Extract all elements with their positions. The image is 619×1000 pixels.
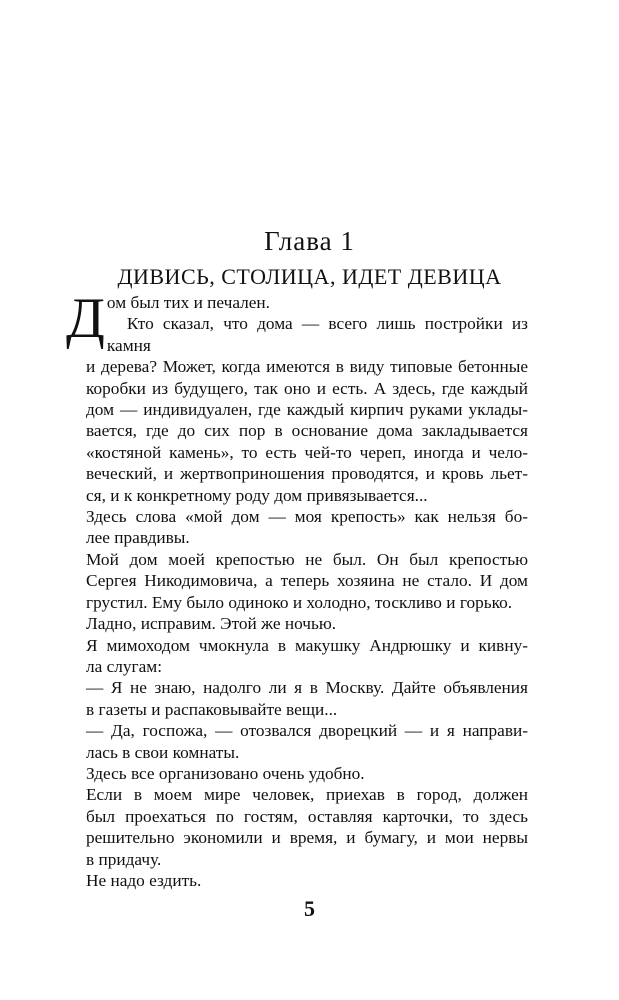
text-line: Здесь слова «мой дом — моя крепость» как нельзя бо- — [86, 507, 528, 527]
paragraph — [66, 870, 528, 891]
text-line: Кто сказал, что дома — всего лишь постройки из камня — [106, 314, 528, 355]
paragraph — [66, 784, 528, 870]
text-line: ла слугам: — [86, 656, 163, 676]
text-line: Ладно, исправим. Этой же ночью. — [86, 614, 337, 634]
text-line: грустил. Ему было одиноко и холодно, тоскливо и горько. — [86, 592, 513, 612]
paragraph — [66, 677, 528, 720]
text-line: в придачу. — [86, 849, 162, 869]
paragraph — [66, 506, 528, 549]
text-line: лась в свои комнаты. — [86, 742, 240, 762]
text-line: «костяной камень», то есть чей-то череп, иногда и чело- — [86, 442, 528, 462]
chapter-title: ДИВИСЬ, СТОЛИЦА, ИДЕТ ДЕВИЦА — [117, 264, 502, 289]
paragraph — [66, 763, 528, 784]
text-line: лее правдивы. — [86, 528, 190, 548]
text-line: в газеты и распаковывайте вещи... — [86, 699, 338, 719]
text-line: был проехаться по гостям, оставляя карточки, то здесь — [86, 806, 528, 826]
paragraph — [66, 549, 528, 613]
text-line: Мой дом моей крепостью не был. Он был крепостью — [86, 549, 528, 569]
paragraph — [66, 613, 528, 634]
text-line: ся, и к конкретному роду дом привязывается... — [86, 485, 428, 505]
text-line: Если в моем мире человек, приехав в город, должен — [86, 785, 528, 805]
text-line: Сергея Никодимовича, а теперь хозяина не стало. И дом — [86, 571, 528, 591]
text-line: вается, где до сих пор в основание дома закладывается — [86, 421, 528, 441]
text-line: Здесь все организовано очень удобно. — [86, 763, 365, 783]
text-line: дом — индивидуален, где каждый кирпич руками уклады- — [86, 400, 528, 420]
paragraph — [66, 635, 528, 678]
chapter-number: Глава 1 — [264, 226, 355, 256]
text-line: ом был тих и печален. — [106, 293, 270, 312]
body-text — [66, 287, 528, 891]
text-line: решительно экономили и время, и бумагу, и мои нервы — [86, 828, 528, 848]
text-line: Не надо ездить. — [86, 870, 202, 890]
text-line: веческий, и жертвоприношения проводятся, и кровь льет- — [86, 464, 528, 484]
text-line: Я мимоходом чмокнула в макушку Андрюшку и кивну- — [86, 635, 528, 655]
text-line: и дерева? Может, когда имеются в виду типовые бетонные — [86, 357, 528, 377]
page-number: 5 — [304, 896, 315, 921]
text-line: — Я не знаю, надолго ли я в Москву. Дайте объявления — [86, 678, 528, 698]
drop-cap: Д — [66, 287, 105, 350]
paragraph — [66, 313, 528, 506]
text-line: — Да, госпожа, — отозвался дворецкий — и я направи- — [86, 721, 528, 741]
text-line: коробки из будущего, так оно и есть. А здесь, где каждый — [86, 378, 528, 398]
paragraph — [66, 720, 528, 763]
